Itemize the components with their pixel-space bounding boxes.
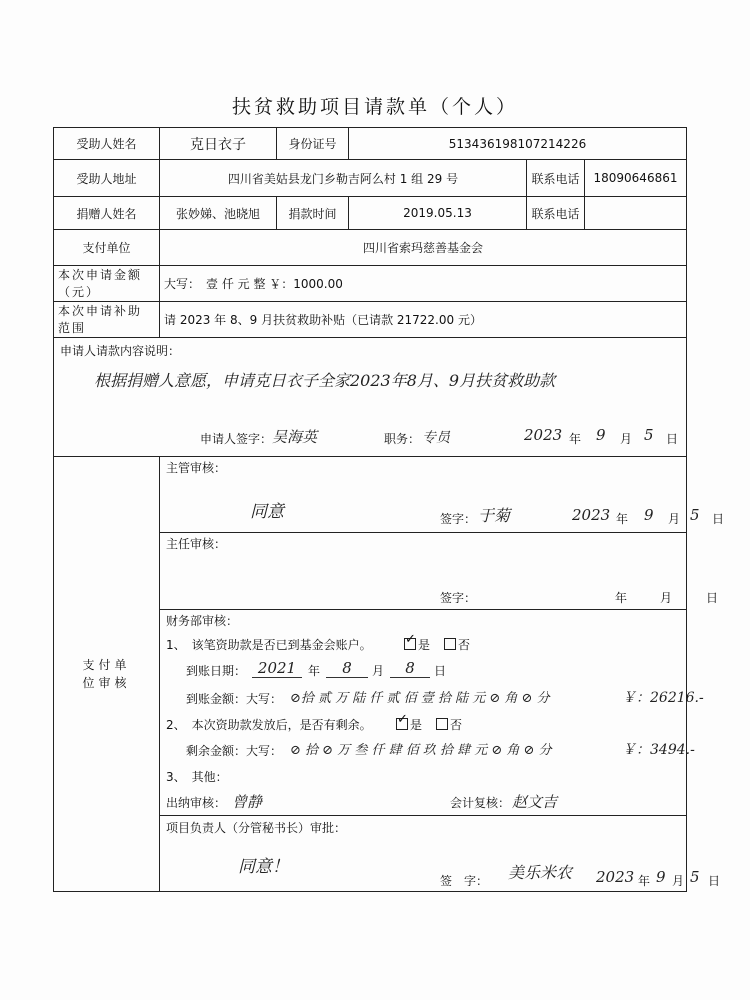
application-content: 根据捐赠人意愿，申请克日衣子全家2023年8月、9月扶贫救助款 [94, 371, 556, 390]
donor-contact-label: 联系电话 [527, 197, 585, 230]
director-sign-label: 签字： [440, 591, 477, 605]
form-title: 扶贫救助项目请款单（个人） [231, 96, 518, 118]
review-side-text: 支付单位审核 [82, 658, 131, 690]
applicant-title-value: 专员 [422, 430, 450, 446]
scope-value: 请 2023 年 8、9 月扶贫救助补贴（已请款 21722.00 元） [160, 302, 687, 338]
checkbox-empty-icon [444, 638, 456, 650]
checkbox-checked-icon: ✓ [404, 638, 416, 650]
application-date-day: 5 [644, 426, 654, 444]
supervisor-date-month-unit: 月 [668, 512, 681, 526]
finance-review-section [160, 610, 704, 816]
request-form-table [53, 127, 725, 892]
applicant-title-label: 职务： [384, 432, 421, 446]
application-date-month-unit: 月 [620, 432, 633, 446]
finance-q1-yes [400, 632, 431, 653]
finance-q2-yes-label: 是 [410, 718, 423, 732]
project-lead-date-day: 5 [690, 868, 700, 886]
arrival-day-unit: 日 [434, 664, 447, 678]
donor-contact-value [585, 197, 687, 230]
supervisor-date-month: 9 [644, 506, 654, 524]
finance-q2-no-label: 否 [450, 718, 463, 732]
arrival-year: 2021 [252, 659, 302, 678]
application-date-year-unit: 年 [569, 432, 582, 446]
arrival-date-label: 到账日期： [186, 664, 247, 678]
project-lead-label: 项目负责人（分管秘书长）审批： [166, 821, 347, 835]
supervisor-date-day-unit: 日 [712, 512, 725, 526]
director-date-year-unit: 年 [615, 591, 628, 605]
amount-value: 大写： 壹 仟 元 整 ￥：1000.00 [160, 266, 687, 302]
applicant-signature: 吴海英 [272, 428, 318, 446]
application-date-year: 2023 [524, 426, 563, 444]
project-lead-date-month: 9 [656, 868, 666, 886]
arrival-month: 8 [326, 659, 368, 678]
supervisor-opinion: 同意 [250, 502, 284, 522]
donor-name-label: 捐赠人姓名 [54, 197, 160, 230]
cashier-label: 出纳审核： [166, 796, 227, 810]
contact-phone-value: 18090646861 [585, 160, 687, 197]
balance-amount-number: ￥：3494.- [622, 742, 695, 758]
balance-amount-value: ⊘ 拾 ⊘ 万 叁 仟 肆 佰 玖 拾 肆 元 ⊘ 角 ⊘ 分 [290, 743, 552, 758]
project-lead-signature: 美乐米农 [508, 863, 573, 882]
project-lead-date-year-unit: 年 [638, 874, 651, 888]
application-label: 申请人请款内容说明： [60, 344, 181, 358]
finance-q1-yes-label: 是 [418, 638, 431, 652]
address-label: 受助人地址 [54, 160, 160, 197]
finance-label: 财务部审核： [166, 614, 239, 628]
supervisor-label: 主管审核： [166, 461, 227, 475]
accountant-label: 会计复核： [450, 796, 511, 810]
project-lead-opinion: 同意！ [238, 857, 289, 877]
finance-q2-no [432, 716, 462, 733]
finance-q1-no-label: 否 [458, 638, 471, 652]
amount-label: 本次申请金额（元） [54, 266, 160, 302]
project-lead-section [160, 816, 721, 892]
finance-q1: 1、 该笔资助款是否已到基金会账户。 [166, 638, 372, 652]
balance-amount-label: 剩余金额：大写： [186, 744, 283, 758]
applicant-sign-label: 申请人签字： [200, 432, 273, 446]
application-section [54, 338, 687, 457]
supervisor-sign-label: 签字： [440, 512, 477, 526]
donation-time-value: 2019.05.13 [349, 197, 527, 230]
director-review-section [160, 533, 719, 610]
supervisor-review-section [160, 457, 725, 533]
application-date-day-unit: 日 [666, 432, 679, 446]
scope-label: 本次申请补助范围 [54, 302, 160, 338]
arrival-month-unit: 月 [372, 664, 385, 678]
supervisor-signature: 于菊 [478, 506, 511, 525]
director-date-day-unit: 日 [706, 591, 719, 605]
recipient-name-label: 受助人姓名 [54, 128, 160, 160]
project-lead-date-year: 2023 [596, 868, 635, 886]
finance-q1-no [440, 636, 470, 653]
arrival-day: 8 [390, 659, 430, 678]
director-date-month-unit: 月 [660, 591, 673, 605]
finance-q2-yes [392, 712, 423, 733]
checkbox-empty-icon [436, 718, 448, 730]
arrival-amount-number: ￥：26216.- [622, 690, 704, 706]
donation-time-label: 捐款时间 [277, 197, 349, 230]
supervisor-date-day: 5 [690, 506, 700, 524]
project-lead-sign-label: 签 字： [440, 874, 489, 888]
supervisor-date-year: 2023 [572, 506, 611, 524]
supervisor-date-year-unit: 年 [616, 512, 629, 526]
address-value: 四川省美姑县龙门乡勒吉阿么村 1 组 29 号 [160, 160, 527, 197]
director-label: 主任审核： [166, 537, 227, 551]
application-date-month: 9 [596, 426, 606, 444]
id-number-value: 513436198107214226 [349, 128, 687, 160]
contact-phone-label: 联系电话 [527, 160, 585, 197]
finance-q2: 2、 本次资助款发放后，是否有剩余。 [166, 718, 372, 732]
arrival-amount-value: ⊘拾 贰 万 陆 仟 贰 佰 壹 拾 陆 元 ⊘ 角 ⊘ 分 [290, 691, 550, 706]
accountant-signature: 赵文吉 [512, 793, 558, 811]
project-lead-date-month-unit: 月 [672, 874, 685, 888]
checkbox-checked-icon: ✓ [396, 718, 408, 730]
project-lead-date-day-unit: 日 [708, 874, 721, 888]
recipient-name-value: 克日衣子 [160, 128, 277, 160]
donor-name-value: 张妙娣、池晓旭 [160, 197, 277, 230]
arrival-year-unit: 年 [308, 664, 321, 678]
payer-label: 支付单位 [54, 230, 160, 266]
review-side-label [54, 457, 160, 892]
finance-q3: 3、 其他： [166, 770, 228, 784]
id-number-label: 身份证号 [277, 128, 349, 160]
cashier-signature: 曾静 [232, 793, 263, 811]
payer-value: 四川省索玛慈善基金会 [160, 230, 687, 266]
arrival-amount-label: 到账金额：大写： [186, 692, 283, 706]
